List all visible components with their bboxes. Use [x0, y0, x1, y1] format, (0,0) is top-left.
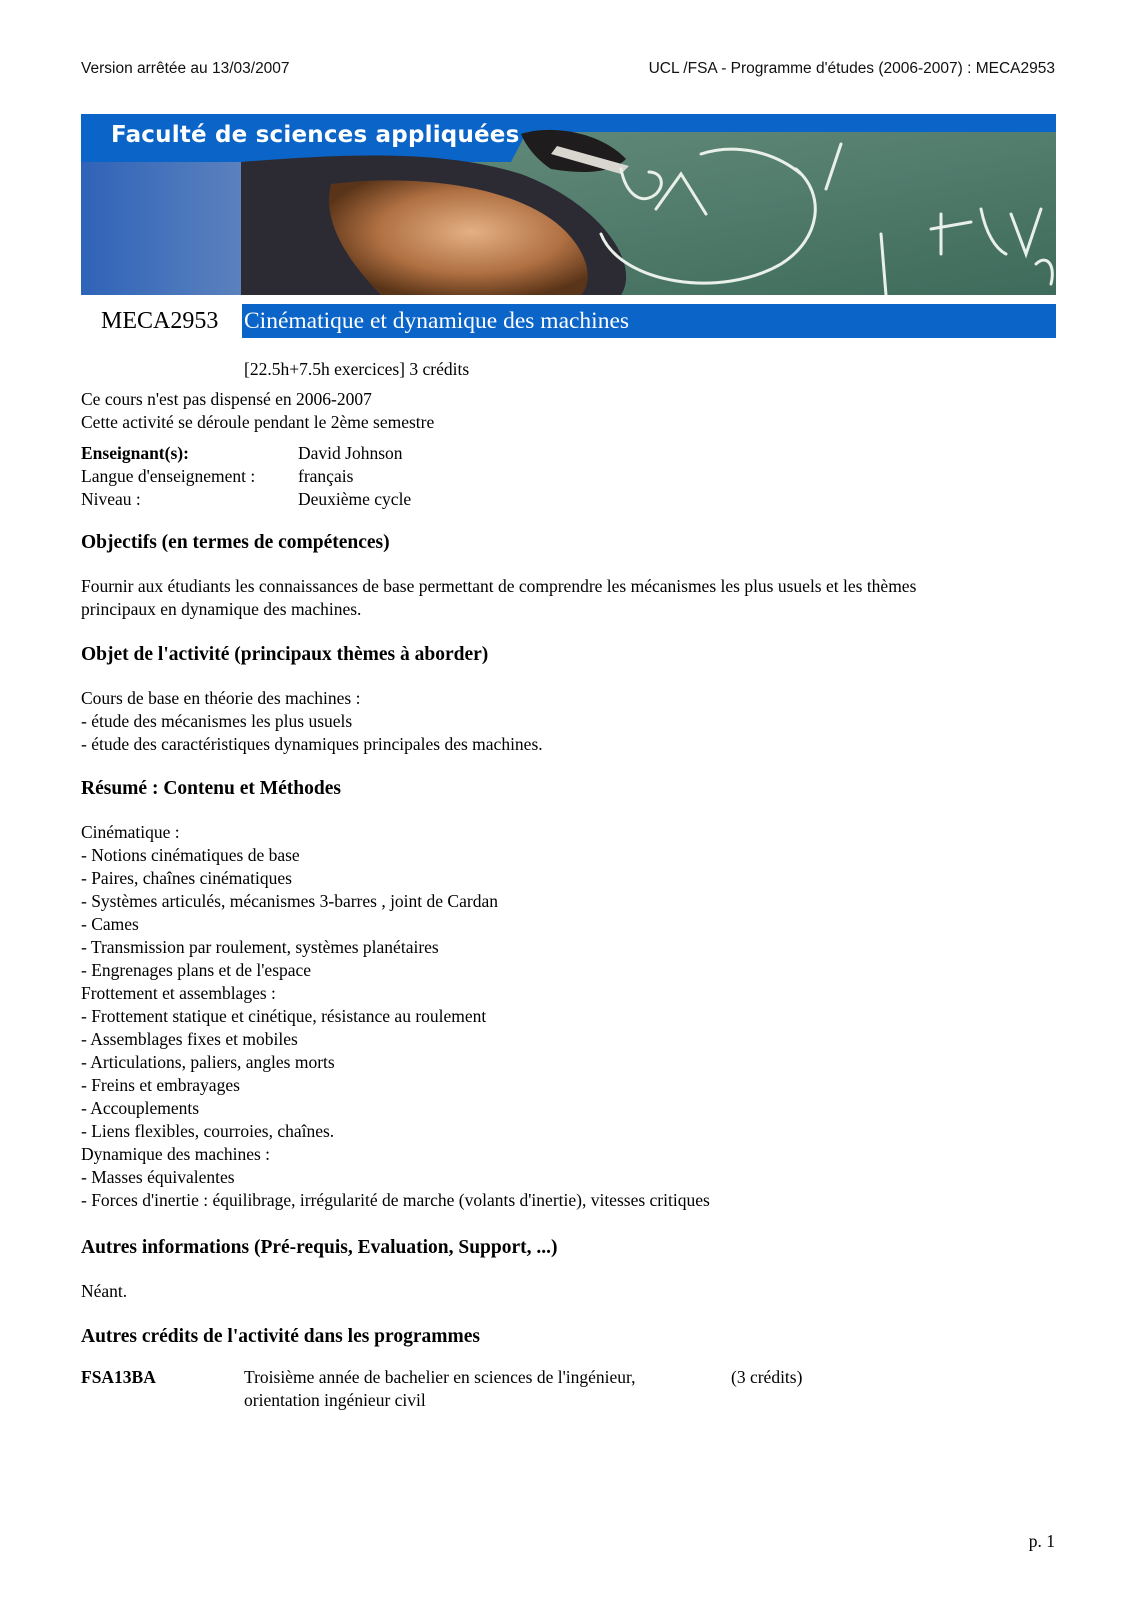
text-line: - Engrenages plans et de l'espace — [81, 960, 312, 980]
meta-teacher — [81, 442, 411, 465]
program-credits: (3 crédits) — [731, 1367, 803, 1387]
course-hours: [22.5h+7.5h exercices] 3 crédits — [244, 359, 470, 379]
topics-heading: Objet de l'activité (principaux thèmes à aborder) — [81, 644, 489, 665]
text-line: - Frottement statique et cinétique, résistance au roulement — [81, 1006, 487, 1026]
note-line: Ce cours n'est pas dispensé en 2006-2007 — [81, 389, 372, 409]
text-line: Fournir aux étudiants les connaissances de base permettant de comprendre les mécanismes les plus usuels et les thèmes — [81, 576, 917, 596]
text-line: - étude des caractéristiques dynamiques principales des machines. — [81, 734, 543, 754]
level-label: Niveau : — [81, 489, 141, 509]
teacher-label: Enseignant(s): — [81, 443, 189, 463]
text-line: - Freins et embrayages — [81, 1075, 240, 1095]
topics-text — [81, 687, 1041, 756]
other-credits-heading: Autres crédits de l'activité dans les programmes — [81, 1326, 480, 1347]
text-line: - Masses équivalentes — [81, 1167, 235, 1187]
text-line: Cinématique : — [81, 822, 180, 842]
text-line: - étude des mécanismes les plus usuels — [81, 711, 353, 731]
text-line: Néant. — [81, 1281, 128, 1301]
program-description: Troisième année de bachelier en sciences de l'ingénieur, orientation ingénieur civil — [244, 1367, 636, 1410]
header-program: UCL /FSA - Programme d'études (2006-2007) : MECA2953 — [648, 60, 1055, 77]
text-line: Cours de base en théorie des machines : — [81, 688, 361, 708]
other-info-heading: Autres informations (Pré-requis, Evaluation, Support, ...) — [81, 1237, 558, 1258]
text-line: - Assemblages fixes et mobiles — [81, 1029, 298, 1049]
banner-title: Faculté de sciences appliquées — [111, 122, 520, 148]
course-title: Cinématique et dynamique des machines — [244, 308, 630, 334]
text-line: principaux en dynamique des machines. — [81, 599, 362, 619]
text-line: - Forces d'inertie : équilibrage, irrégularité de marche (volants d'inertie), vitesses critiques — [81, 1190, 710, 1210]
page-number: p. 1 — [1028, 1531, 1055, 1551]
objectives-heading: Objectifs (en termes de compétences) — [81, 532, 390, 553]
other-info-text — [81, 1280, 1041, 1303]
course-title-bar — [242, 304, 1056, 338]
text-line: - Accouplements — [81, 1098, 200, 1118]
program-code: FSA13BA — [81, 1367, 156, 1387]
meta-level — [81, 488, 411, 511]
language-value: français — [298, 466, 354, 486]
course-meta — [81, 442, 411, 511]
text-line: - Liens flexibles, courroies, chaînes. — [81, 1121, 335, 1141]
summary-heading: Résumé : Contenu et Méthodes — [81, 778, 341, 799]
meta-language — [81, 465, 411, 488]
text-line: - Transmission par roulement, systèmes planétaires — [81, 937, 439, 957]
text-line: - Systèmes articulés, mécanismes 3-barres , joint de Cardan — [81, 891, 498, 911]
header-version: Version arrêtée au 13/03/2007 — [81, 60, 290, 77]
text-line: - Notions cinématiques de base — [81, 845, 300, 865]
text-line: - Articulations, paliers, angles morts — [81, 1052, 335, 1072]
objectives-text — [81, 575, 1041, 621]
teacher-value: David Johnson — [298, 443, 403, 463]
course-code: MECA2953 — [101, 308, 219, 334]
text-line: - Paires, chaînes cinématiques — [81, 868, 292, 888]
note-line: Cette activité se déroule pendant le 2ème semestre — [81, 412, 435, 432]
text-line: - Cames — [81, 914, 139, 934]
summary-text — [81, 821, 1041, 1212]
text-line: Frottement et assemblages : — [81, 983, 276, 1003]
text-line: Dynamique des machines : — [81, 1144, 271, 1164]
language-label: Langue d'enseignement : — [81, 466, 256, 486]
faculty-banner — [81, 114, 1056, 295]
course-notes — [81, 388, 434, 434]
level-value: Deuxième cycle — [298, 489, 412, 509]
